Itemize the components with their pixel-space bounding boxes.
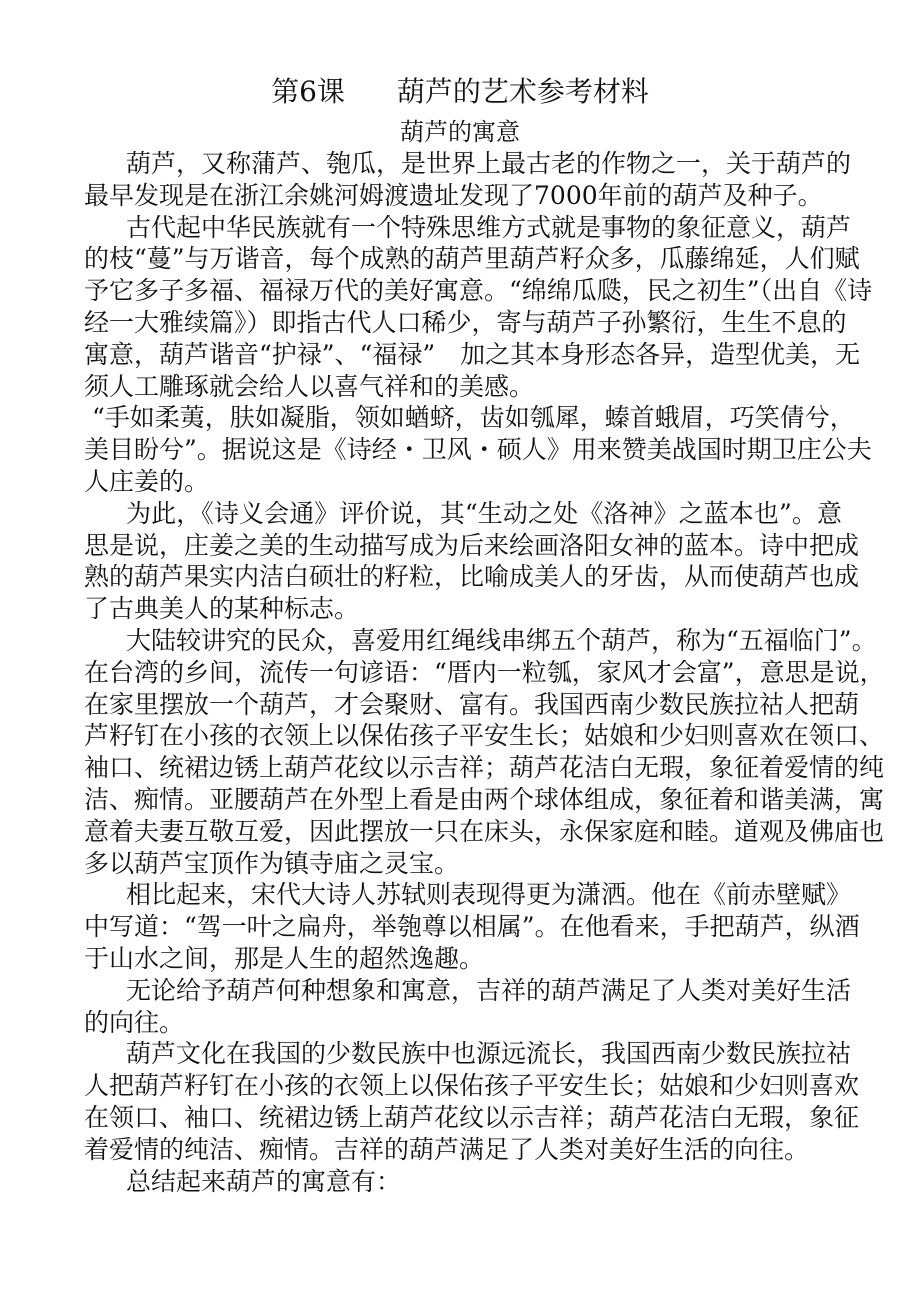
text-line: 的枝“蔓”与万谐音，每个成熟的葫芦里葫芦籽众多，瓜藤绵延，人们赋: [84, 244, 860, 274]
text-line: 葫芦，又称蒲芦、匏瓜，是世界上最古老的作物之一，关于葫芦的: [126, 149, 852, 178]
text-line: 人把葫芦籽钉在小孩的衣领上以保佑孩子平安生长；姑娘和少妇则喜欢: [84, 1071, 860, 1101]
title-text: 葫芦的艺术参考材料: [396, 75, 649, 108]
document-body: [84, 148, 885, 1197]
text-line: 大陆较讲究的民众，喜爱用红绳线串绑五个葫芦，称为“五福临门”。: [126, 625, 877, 655]
text-line: 熟的葫芦果实内洁白硕壮的籽粒，比喻成美人的牙齿，从而使葫芦也成: [84, 562, 860, 592]
text-line: 多以葫芦宝顶作为镇寺庙之灵宝。: [84, 848, 460, 878]
paragraph: [84, 498, 860, 625]
paragraph: [84, 879, 860, 974]
text-line: 经一大雅续篇》）即指古代人口稀少，寄与葫芦子孙繁衍，生生不息的: [84, 307, 847, 337]
text-line: 为此，《诗义会通》评价说，其“生动之处《洛神》之蓝本也”。意: [126, 498, 842, 528]
text-line: 意着夫妻互敬互爱，因此摆放一只在床头，永保家庭和睦。道观及佛庙也: [84, 816, 885, 846]
text-line: 人庄姜的。: [84, 466, 210, 496]
lesson-number: 第6课: [271, 75, 345, 108]
text-line: 在台湾的乡间，流传一句谚语：“厝内一粒瓠，家风才会富”，意思是说，: [84, 657, 885, 687]
text-line: 的向往。: [84, 1007, 185, 1037]
text-line: 洁、痴情。亚腰葫芦在外型上看是由两个球体组成，象征着和谐美满，寓: [84, 784, 885, 814]
text-line: 着爱情的纯洁、痴情。吉祥的葫芦满足了人类对美好生活的向往。: [84, 1134, 810, 1164]
text-line: 袖口、统裙边锈上葫芦花纹以示吉祥；葫芦花洁白无瑕，象征着爱情的纯: [84, 753, 885, 783]
text-line: 在家里摆放一个葫芦，才会聚财、富有。我国西南少数民族拉祜人把葫: [84, 689, 860, 719]
text-line: 古代起中华民族就有一个特殊思维方式就是事物的象征意义，葫芦: [126, 212, 852, 242]
text-line: 芦籽钉在小孩的衣领上以保佑孩子平安生长；姑娘和少妇则喜欢在领口、: [84, 721, 885, 751]
text-line: 葫芦文化在我国的少数民族中也源远流长，我国西南少数民族拉祜: [126, 1039, 852, 1069]
text-line: 寓意，葫芦谐音“护禄”、“福禄” 加之其本身形态各异，造型优美，无: [84, 339, 861, 369]
text-line: 了古典美人的某种标志。: [84, 594, 360, 624]
text-line: 于山水之间，那是人生的超然逸趣。: [84, 943, 485, 973]
paragraph: [84, 1038, 860, 1165]
text-line: 在领口、袖口、统裙边锈上葫芦花纹以示吉祥；葫芦花洁白无瑕，象征: [84, 1102, 860, 1132]
text-line: 最早发现是在浙江余姚河姆渡遗址发现了7000年前的葫芦及种子。: [84, 180, 823, 210]
text-line: 须人工雕琢就会给人以喜气祥和的美感。: [84, 371, 535, 401]
text-line: 总结起来葫芦的寓意有：: [126, 1166, 402, 1196]
text-line: “手如柔荑，肤如凝脂，领如蝤蛴，齿如瓠犀，螓首蛾眉，巧笑倩兮，: [92, 403, 855, 433]
paragraph: [84, 402, 872, 497]
paragraph: [84, 975, 852, 1039]
page-title: [0, 72, 920, 112]
paragraph: [84, 212, 873, 403]
text-line: 予它多子多福、福禄万代的美好寓意。“绵绵瓜瓞，民之初生”（出自《诗: [84, 276, 873, 306]
text-line: 思是说，庄姜之美的生动描写成为后来绘画洛阳女神的蓝本。诗中把成: [84, 530, 860, 560]
paragraph: [84, 1166, 842, 1198]
paragraph: [84, 625, 885, 879]
text-line: 中写道：“驾一叶之扁舟，举匏尊以相属”。在他看来，手把葫芦，纵酒: [84, 912, 860, 942]
text-line: 美目盼兮”。据说这是《诗经・卫风・硕人》用来赞美战国时期卫庄公夫: [84, 435, 872, 465]
text-line: 无论给予葫芦何种想象和寓意，吉祥的葫芦满足了人类对美好生活: [126, 975, 852, 1005]
text-line: 相比起来，宋代大诗人苏轼则表现得更为潇洒。他在《前赤壁赋》: [126, 880, 852, 910]
section-heading: 葫芦的寓意: [400, 118, 520, 146]
paragraph: [84, 148, 852, 212]
